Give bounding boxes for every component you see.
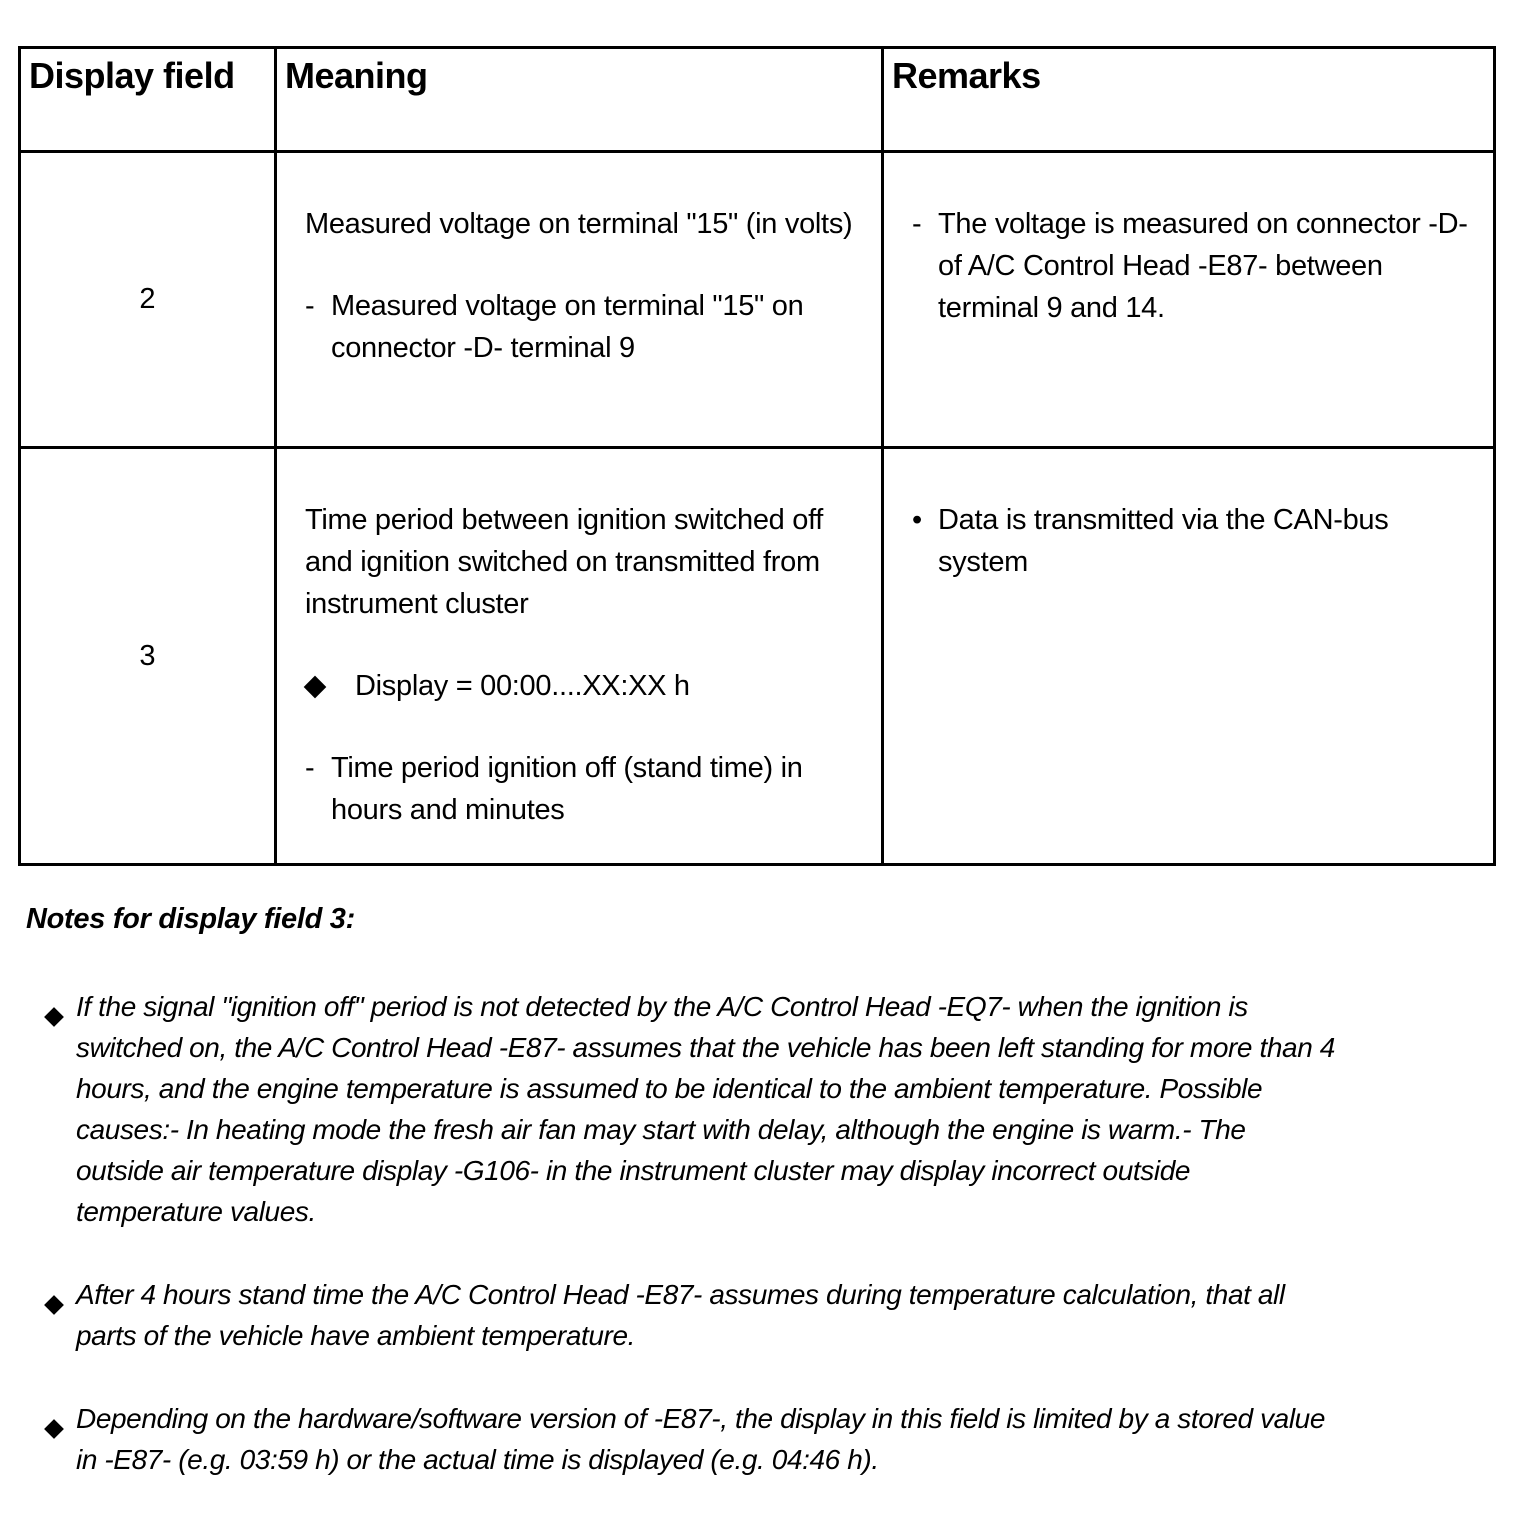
- note-item: [40, 986, 1340, 1232]
- remarks-bullet-item: [912, 499, 1473, 583]
- notes-list: [40, 986, 1340, 1522]
- table-row: [20, 152, 1495, 448]
- diamond-bullet-icon: [304, 676, 327, 699]
- display-field-cell: 2: [20, 152, 276, 448]
- bullet-dot-icon: •: [912, 504, 922, 536]
- meaning-diamond-text: Display = 00:00....XX:XX h: [355, 670, 690, 702]
- header-remarks-label: Remarks: [892, 55, 1041, 96]
- note-text: After 4 hours stand time the A/C Control Head -E87- assumes during temperature calculation, that all parts of the vehicle have ambient temperature.: [76, 1279, 1285, 1351]
- diamond-bullet-icon: [44, 1419, 64, 1439]
- diamond-bullet-icon: [44, 1007, 64, 1027]
- header-display-field-label: Display field: [29, 55, 235, 96]
- remarks-cell: [883, 448, 1495, 865]
- meaning-dash-item: [305, 747, 861, 831]
- meaning-cell: [276, 448, 883, 865]
- dash-marker: -: [912, 208, 922, 240]
- dash-marker: -: [305, 752, 315, 784]
- remarks-bullet-text: Data is transmitted via the CAN-bus system: [938, 504, 1389, 578]
- note-item: [40, 1398, 1340, 1480]
- meaning-text: Measured voltage on terminal "15" (in volts): [305, 208, 853, 240]
- measured-values-table: [18, 46, 1496, 866]
- dash-marker: -: [305, 290, 315, 322]
- table-row: [20, 448, 1495, 865]
- header-remarks: [883, 48, 1495, 152]
- meaning-dash-item: [305, 285, 861, 369]
- display-field-cell: 3: [20, 448, 276, 865]
- remarks-cell: [883, 152, 1495, 448]
- meaning-text: Time period between ignition switched off and ignition switched on transmitted from instrument cluster: [305, 504, 824, 620]
- note-text: Depending on the hardware/software version of -E87-, the display in this field is limited by a stored value in -E87- (e.g. 03:59 h) or the actual time is displayed (e.g. 04:46 h).: [76, 1403, 1326, 1475]
- diamond-bullet-icon: [44, 1295, 64, 1315]
- remarks-dash-text: The voltage is measured on connector -D- of A/C Control Head -E87- between terminal 9 and 14.: [938, 208, 1468, 324]
- header-meaning: [276, 48, 883, 152]
- notes-title: Notes for display field 3:: [26, 903, 355, 935]
- note-item: [40, 1274, 1340, 1356]
- meaning-dash-text: Measured voltage on terminal "15" on connector -D- terminal 9: [331, 290, 804, 364]
- table-header-row: [20, 48, 1495, 152]
- note-text: If the signal "ignition off" period is not detected by the A/C Control Head -EQ7- when the ignition is switched on, the A/C Control Head -E87- assumes that the vehicle has been left standing for more than 4 hours, and the engine temperature is assumed to be identical to the ambient temperature. Possible causes:- In heating mode the fresh air fan may start with delay, although the engine is warm.- The outside air temperature display -G106- in the instrument cluster may display incorrect outside temperature values.: [76, 991, 1335, 1227]
- meaning-dash-text: Time period ignition off (stand time) in hours and minutes: [331, 752, 803, 826]
- meaning-cell: [276, 152, 883, 448]
- header-meaning-label: Meaning: [285, 55, 428, 96]
- meaning-diamond-item: [305, 665, 861, 707]
- remarks-dash-item: [912, 203, 1473, 329]
- header-display-field: [20, 48, 276, 152]
